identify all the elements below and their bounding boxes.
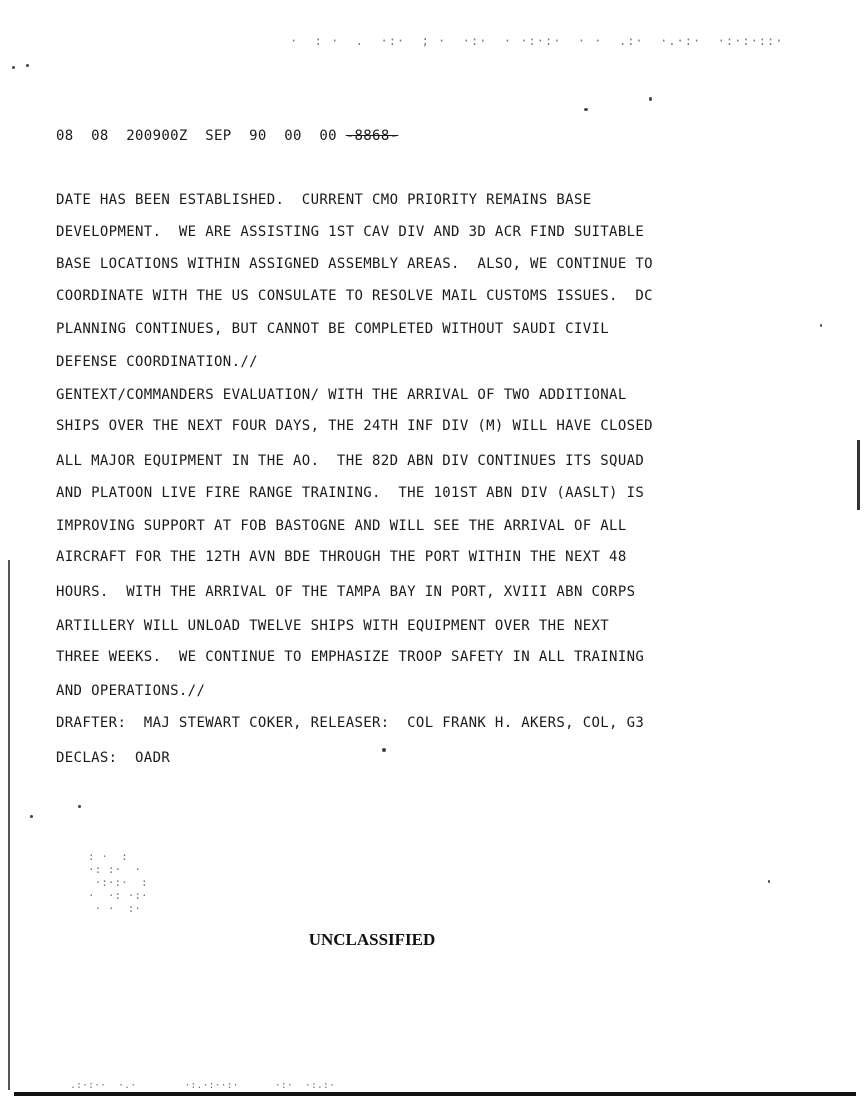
body-line-2: DEVELOPMENT. WE ARE ASSISTING 1ST CAV DIV AND 3D ACR FIND SUITABLE <box>56 224 645 240</box>
message-header <box>56 128 398 144</box>
body-line-10: AND PLATOON LIVE FIRE RANGE TRAINING. THE 101ST ABN DIV (AASLT) IS <box>56 485 645 501</box>
scan-bottom-edge <box>14 1092 856 1096</box>
body-line-3: BASE LOCATIONS WITHIN ASSIGNED ASSEMBLY AREAS. ALSO, WE CONTINUE TO <box>56 256 653 272</box>
scan-speck <box>584 108 588 111</box>
body-line-15: THREE WEEKS. WE CONTINUE TO EMPHASIZE TROOP SAFETY IN ALL TRAINING <box>56 649 645 665</box>
body-line-5: PLANNING CONTINUES, BUT CANNOT BE COMPLETED WITHOUT SAUDI CIVIL <box>56 321 610 337</box>
body-line-4: COORDINATE WITH THE US CONSULATE TO RESOLVE MAIL CUSTOMS ISSUES. DC <box>56 288 653 304</box>
body-line-9: ALL MAJOR EQUIPMENT IN THE AO. THE 82D ABN DIV CONTINUES ITS SQUAD <box>56 453 645 469</box>
scan-speck <box>820 324 822 327</box>
scan-speck <box>382 748 386 752</box>
body-line-7: GENTEXT/COMMANDERS EVALUATION/ WITH THE ARRIVAL OF TWO ADDITIONAL <box>56 387 627 403</box>
declas-line: DECLAS: OADR <box>56 750 171 766</box>
scan-noise-left: : · : ·: :· · ·:·:· : · ·: ·:· · · :· <box>88 850 148 915</box>
body-line-6: DEFENSE COORDINATION.// <box>56 354 258 370</box>
body-line-13: HOURS. WITH THE ARRIVAL OF THE TAMPA BAY IN PORT, XVIII ABN CORPS <box>56 584 636 600</box>
body-line-16: AND OPERATIONS.// <box>56 683 206 699</box>
scan-right-edge <box>857 440 860 510</box>
header-fields: 08 08 200900Z SEP 90 00 00 <box>56 128 346 144</box>
scan-speck <box>26 64 29 67</box>
scan-speck <box>649 97 652 101</box>
scan-noise-top: · : · . ·:· ; · ·:· · ·:·:· · · .:· ·.·:· ·:·:·::· <box>290 34 784 48</box>
scan-speck <box>78 805 81 808</box>
scan-speck <box>12 66 15 69</box>
scan-speck <box>30 815 33 818</box>
body-line-11: IMPROVING SUPPORT AT FOB BASTOGNE AND WILL SEE THE ARRIVAL OF ALL <box>56 518 627 534</box>
body-line-1: DATE HAS BEEN ESTABLISHED. CURRENT CMO PRIORITY REMAINS BASE <box>56 192 592 208</box>
scan-noise-bottom: .:·:·· ·.· ·:.·:··:· ·:· ·:.:· <box>70 1080 335 1091</box>
body-line-14: ARTILLERY WILL UNLOAD TWELVE SHIPS WITH EQUIPMENT OVER THE NEXT <box>56 618 610 634</box>
classification-marking: UNCLASSIFIED <box>308 930 436 949</box>
body-line-12: AIRCRAFT FOR THE 12TH AVN BDE THROUGH THE PORT WITHIN THE NEXT 48 <box>56 549 627 565</box>
scan-speck <box>768 880 770 883</box>
scan-left-edge <box>8 560 10 1090</box>
header-struck-serial: -8868- <box>345 128 399 144</box>
drafter-line: DRAFTER: MAJ STEWART COKER, RELEASER: COL FRANK H. AKERS, COL, G3 <box>56 715 645 731</box>
body-line-8: SHIPS OVER THE NEXT FOUR DAYS, THE 24TH INF DIV (M) WILL HAVE CLOSED <box>56 418 653 434</box>
